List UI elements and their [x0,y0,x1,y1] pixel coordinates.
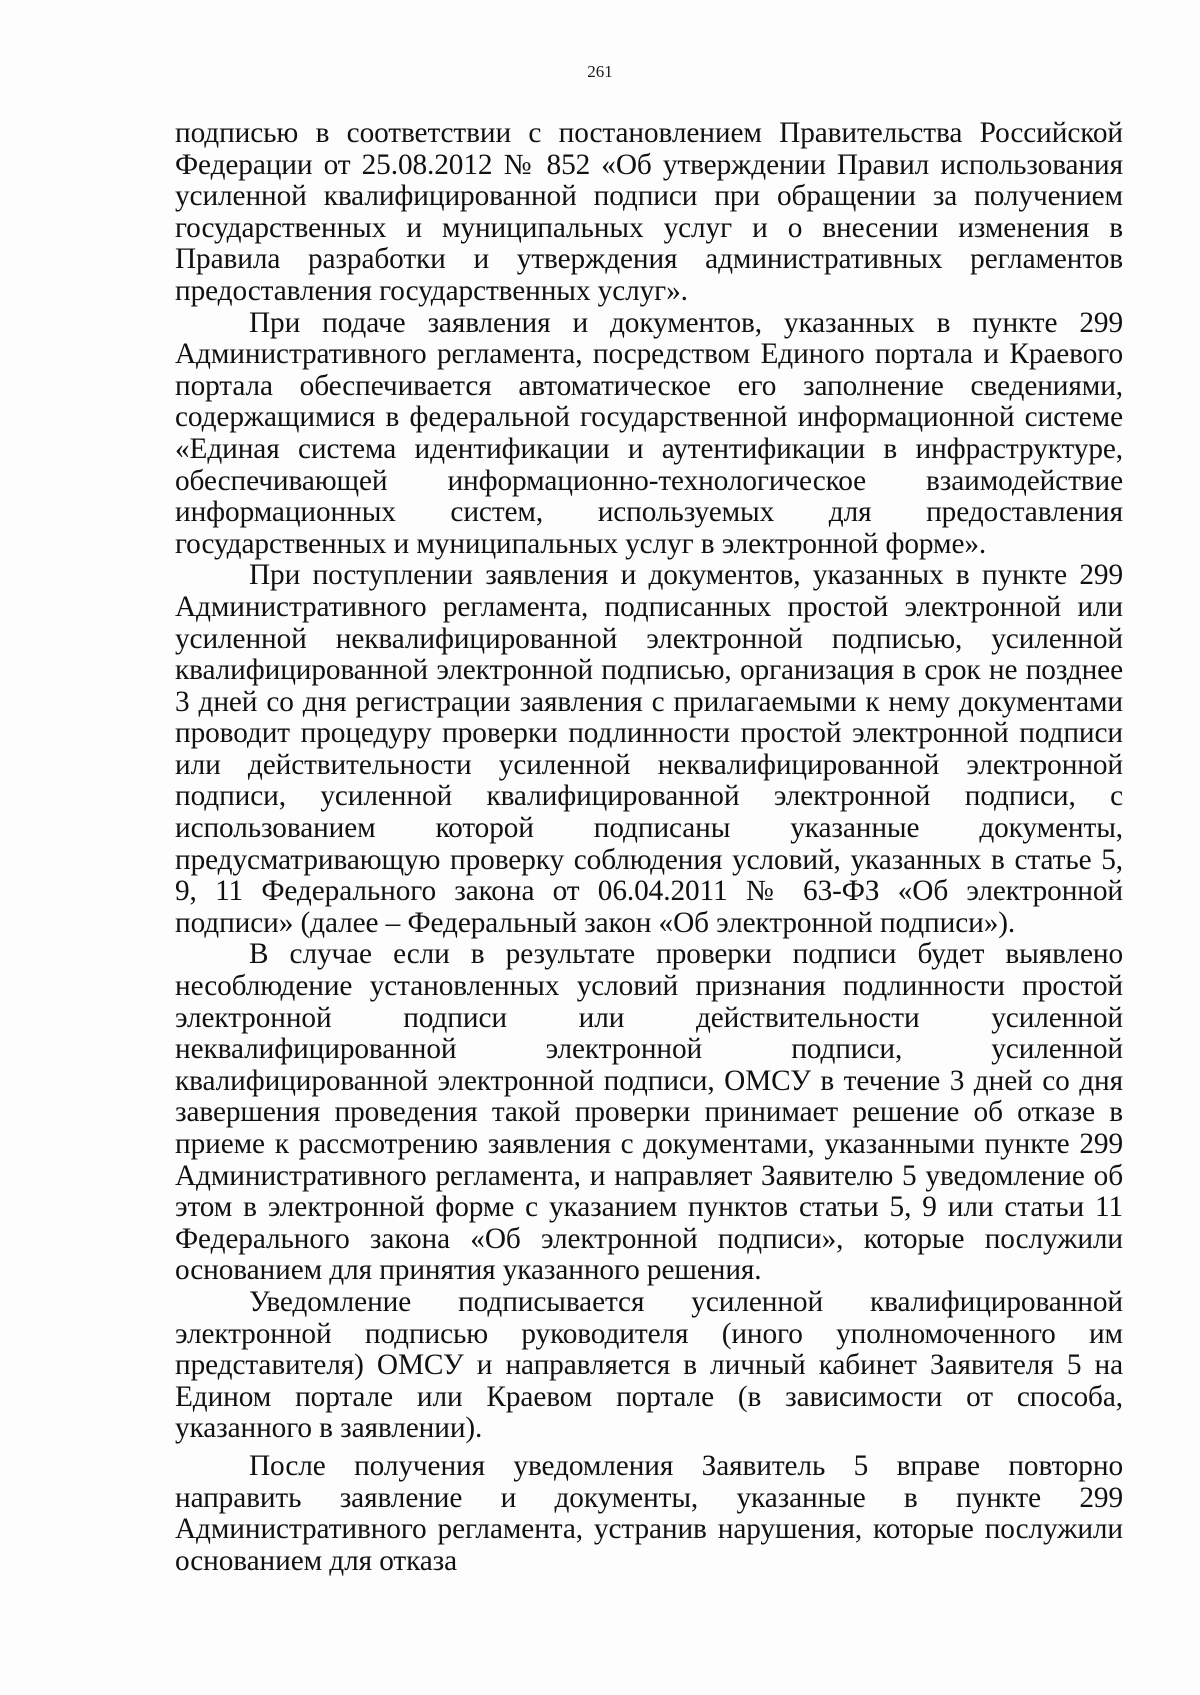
paragraph: В случае если в результате проверки подписи будет выявлено несоблюдение установленных условий признания подлинности простой электронной подписи или действительности усиленной неквалифицированной электронной подписи, усиленной квалифицированной электронной подписи, ОМСУ в течение 3 дней со дня завершения проведения такой проверки принимает решение об отказе в приеме к рассмотрению заявления с документами, указанными пункте 299 Административного регламента, и направляет Заявителю 5 уведомление об этом в электронной форме с указанием пунктов статьи 5, 9 или статьи 11 Федерального закона «Об электронной подписи», которые послужили основанием для принятия указанного решения. [175,938,1123,1287]
paragraph: Уведомление подписывается усиленной квалифицированной электронной подписью руководителя (иного уполномоченного им представителя) ОМСУ и направляется в личный кабинет Заявителя 5 на Едином портале или Краевом портале (в зависимости от способа, указанного в заявлении). [175,1285,1123,1445]
page-number: 261 [587,62,613,81]
paragraph: При подаче заявления и документов, указанных в пункте 299 Административного регламента, посредством Единого портала и Краевого портала обеспечивается автоматическое его заполнение сведениями, содержащимися в федеральной государственной информационной системе «Единая система идентификации и аутентификации в инфраструктуре, обеспечивающей информационно-технологическое взаимодействие информационных систем, используемых для предоставления государственных и муниципальных услуг в электронной форме». [175,306,1123,560]
paragraph: При поступлении заявления и документов, указанных в пункте 299 Административного регламента, подписанных простой электронной или усиленной неквалифицированной электронной подписью, усиленной квалифицированной электронной подписью, организация в срок не позднее 3 дней со дня регистрации заявления с прилагаемыми к нему документами проводит процедуру проверки подлинности простой электронной подписи или действительности усиленной неквалифицированной электронной подписи, усиленной квалифицированной электронной подписи, с использованием которой подписаны указанные документы, предусматривающую проверку соблюдения условий, указанных в статье 5, 9, 11 Федерального закона от 06.04.2011 № 63-ФЗ «Об электронной подписи» (далее – Федеральный закон «Об электронной подписи»). [175,559,1123,939]
paragraph: подписью в соответствии с постановлением Правительства Российской Федерации от 25.08.2012 № 852 «Об утверждении Правил использования усиленной квалифицированной подписи при обращении за получением государственных и муниципальных услуг и о внесении изменения в Правила разработки и утверждения административных регламентов предоставления государственных услуг». [175,117,1123,307]
document-body [175,118,1123,1577]
paragraph: После получения уведомления Заявитель 5 вправе повторно направить заявление и документы, указанные в пункте 299 Административного регламента, устранив нарушения, которые послужили основанием для отказа [175,1449,1123,1577]
